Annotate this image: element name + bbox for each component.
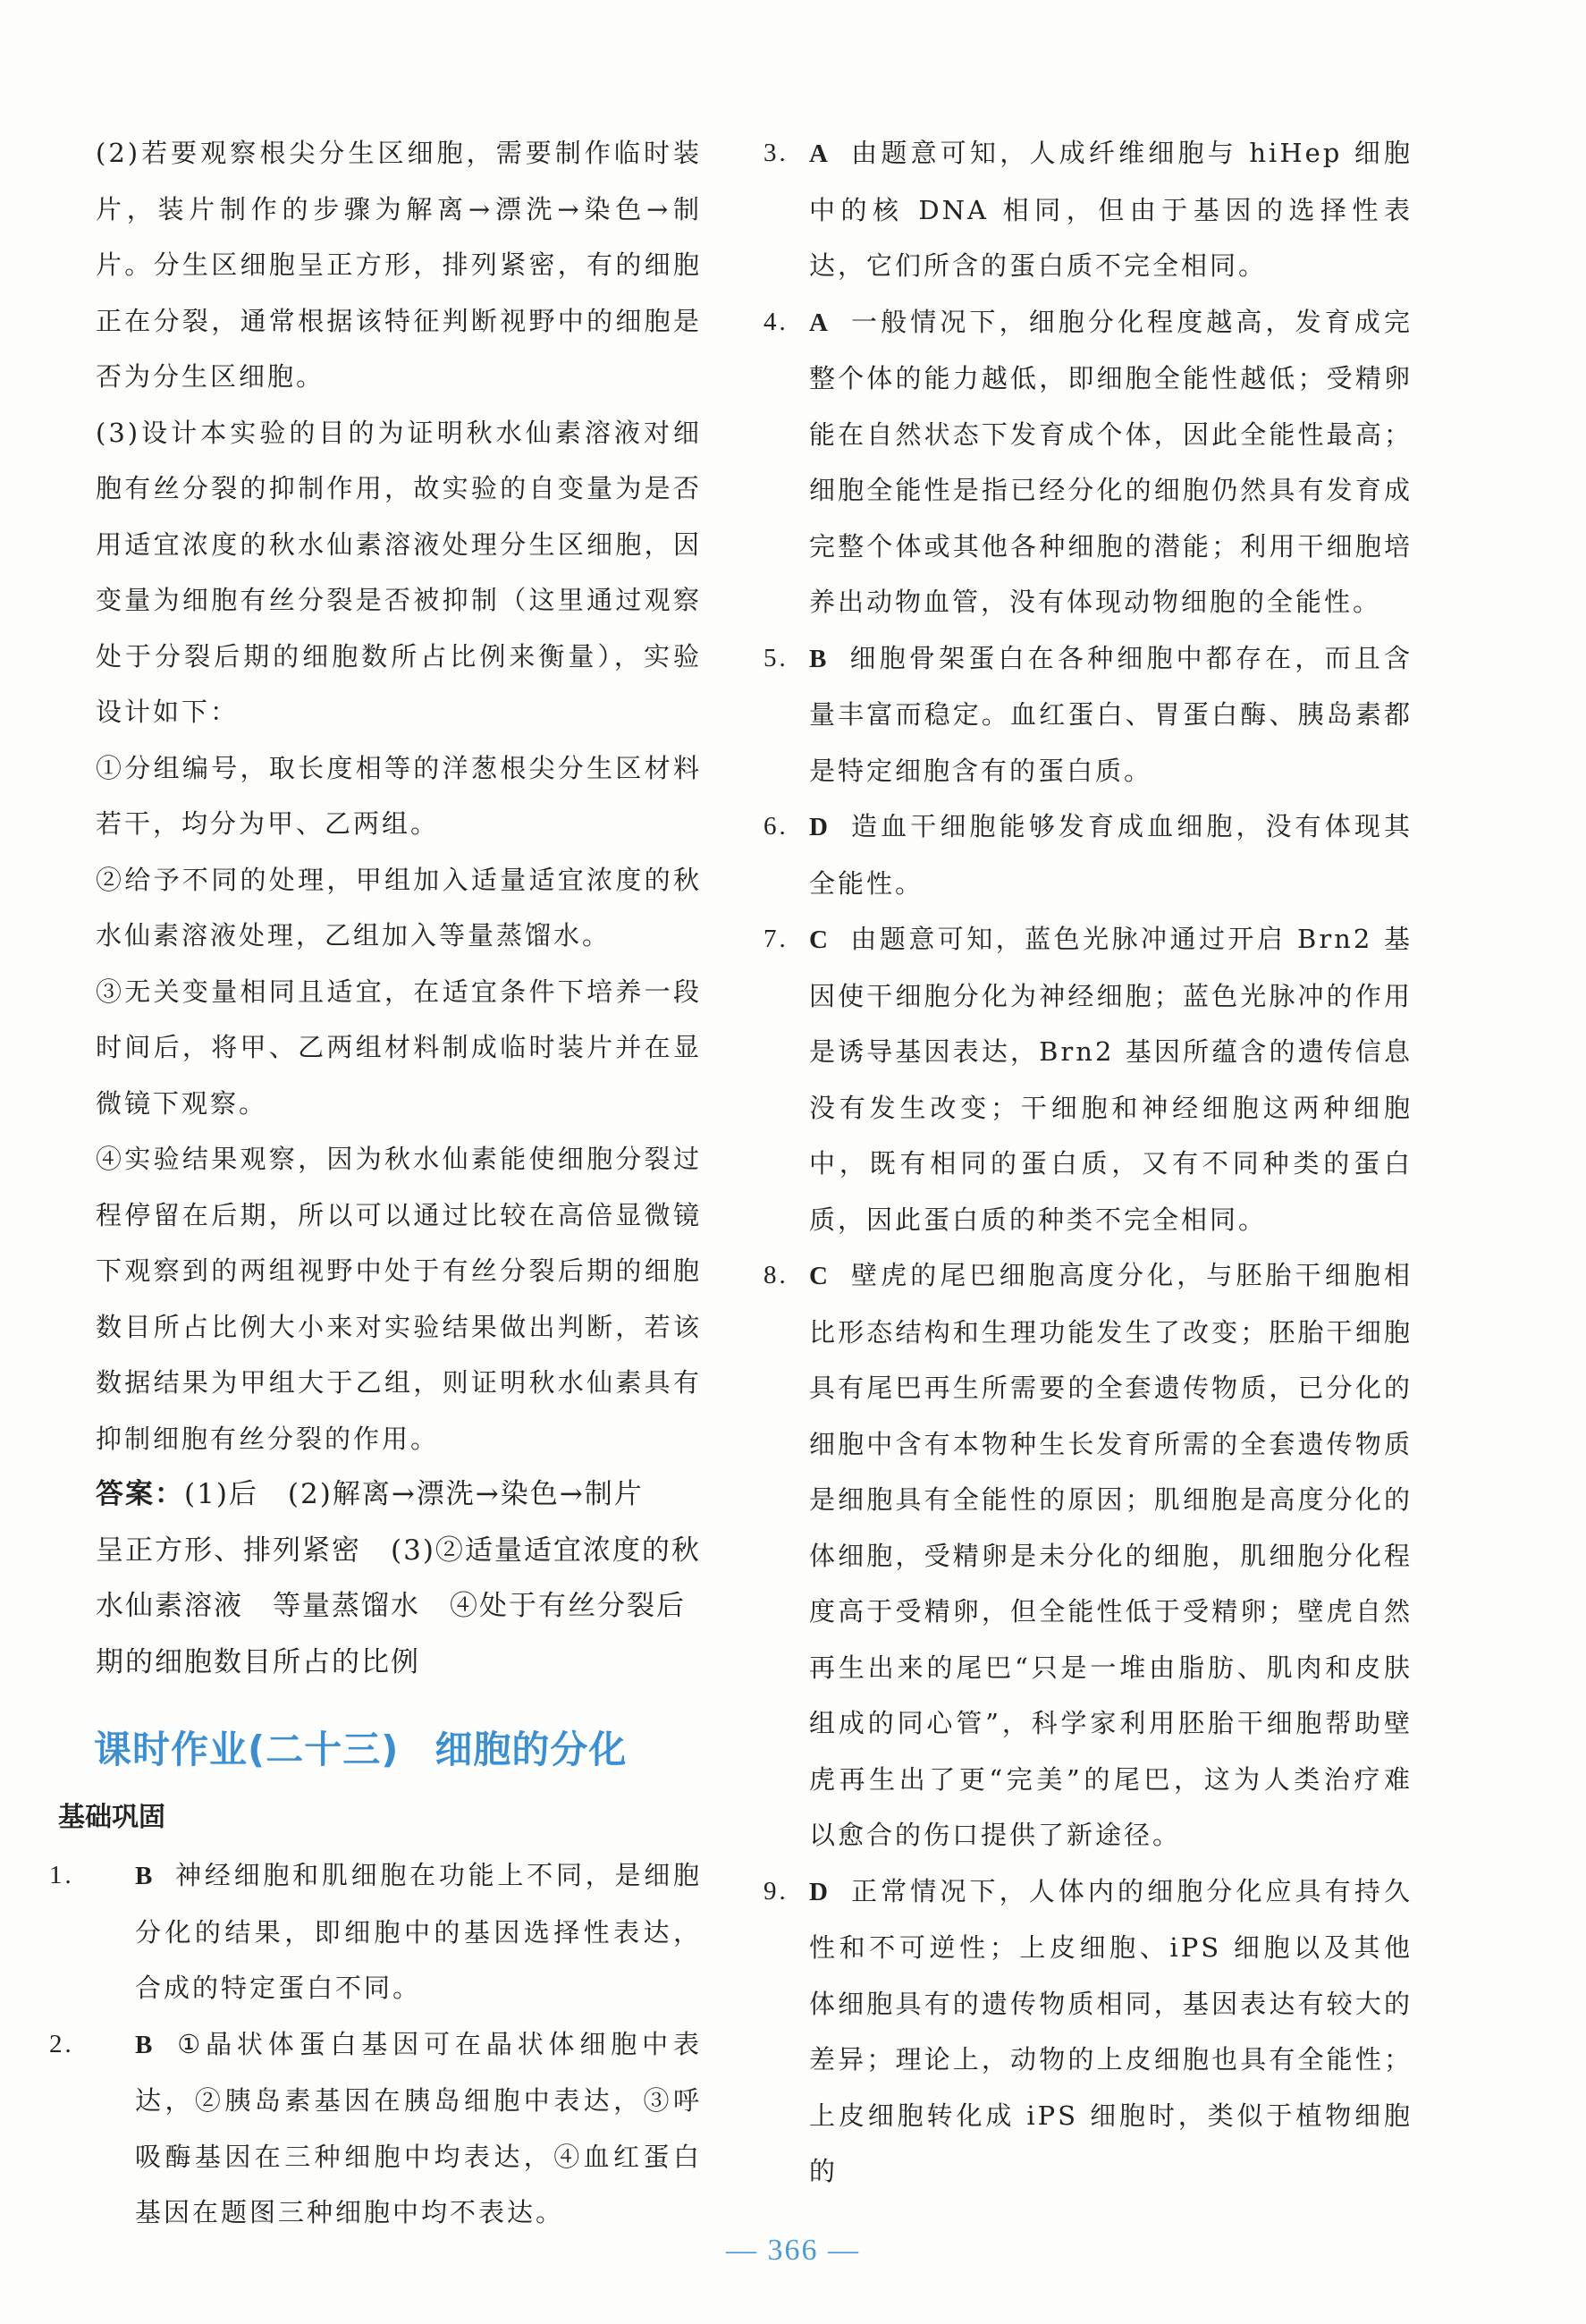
paragraph: (3)设计本实验的目的为证明秋水仙素溶液对细胞有丝分裂的抑制作用，故实验的自变量为是否用适宜浓度的秋水仙素溶液处理分生区细胞，因变量为细胞有丝分裂是否被抑制（这里通过观察处于分裂后期的细胞数所占比例来衡量），实验设计如下： [96, 417, 702, 727]
answer-item [763, 125, 1413, 294]
item-answer: D [809, 813, 831, 841]
section-title-topic: 细胞的分化 [434, 1728, 628, 1771]
left-column [49, 125, 702, 2241]
item-number: 6. [763, 812, 789, 841]
answer-block [85, 1466, 702, 1690]
section-title-number: 课时作业(二十三) [94, 1728, 400, 1771]
item-text: 由题意可知，人成纤维细胞与 hiHep 细胞中的核 DNA 相同，但由于基因的选择性表达，它们所含的蛋白质不完全相同。 [809, 138, 1413, 281]
item-answer: B [135, 1862, 156, 1890]
item-text: ①晶状体蛋白基因可在晶状体细胞中表达，②胰岛素基因在胰岛细胞中表达，③呼吸酶基因在三种细胞中均表达，④血红蛋白基因在题图三种细胞中均不表达。 [135, 2028, 702, 2227]
item-number: 2. [49, 2029, 74, 2058]
item-answer: A [809, 139, 831, 168]
item-number: 3. [763, 139, 789, 167]
item-text: 正常情况下，人体内的细胞分化应具有持久性和不可逆性；上皮细胞、iPS 细胞以及其他体细胞具有的遗传物质相同，基因表达有较大的差异；理论上，动物的上皮细胞也具有全能性；上皮细胞转化成 iPS 细胞时，类似于植物细胞的 [809, 1875, 1413, 2186]
item-number: 8. [763, 1261, 789, 1289]
answer-item [763, 1247, 1413, 1863]
answer-item [763, 799, 1413, 911]
subheading: 基础巩固 [58, 1802, 165, 1833]
item-text: 细胞骨架蛋白在各种细胞中都存在，而且含量丰富而稳定。血红蛋白、胃蛋白酶、胰岛素都是特定细胞含有的蛋白质。 [809, 642, 1413, 786]
item-text: 造血干细胞能够发育成血细胞，没有体现其全能性。 [809, 811, 1413, 899]
item-answer: C [809, 925, 831, 954]
item-text: 一般情况下，细胞分化程度越高，发育成完整个体的能力越低，即细胞全能性越低；受精卵能在自然状态下发育成个体，因此全能性最高；细胞全能性是指已经分化的细胞仍然具有发育成完整个体或其他各种细胞的潜能；利用干细胞培养出动物血管，没有体现动物细胞的全能性。 [809, 306, 1413, 617]
section-title [94, 1720, 702, 1774]
item-number: 7. [763, 925, 789, 953]
paragraph: ④实验结果观察，因为秋水仙素能使细胞分裂过程停留在后期，所以可以通过比较在高倍显微镜下观察到的两组视野中处于有丝分裂后期的细胞数目所占比例大小来对实验结果做出判断，若该数据结果为甲组大于乙组，则证明秋水仙素具有抑制细胞有丝分裂的作用。 [96, 1144, 702, 1454]
paragraph: ③无关变量相同且适宜，在适宜条件下培养一段时间后，将甲、乙两组材料制成临时装片并在显微镜下观察。 [96, 976, 702, 1119]
item-answer: B [809, 644, 830, 673]
item-answer: B [135, 2030, 156, 2059]
item-number: 5. [763, 643, 789, 672]
item-number: 1. [49, 1861, 74, 1889]
item-answer: A [809, 308, 831, 337]
item-answer: C [809, 1262, 831, 1290]
answer-item [763, 1863, 1413, 2200]
answer-item [763, 630, 1413, 799]
item-number: 9. [763, 1876, 789, 1906]
item-number: 4. [763, 307, 789, 336]
item-answer: D [809, 1877, 831, 1906]
paragraph: (2)若要观察根尖分生区细胞，需要制作临时装片，装片制作的步骤为解离→漂洗→染色→制片。分生区细胞呈正方形，排列紧密，有的细胞正在分裂，通常根据该特征判断视野中的细胞是否为分生区细胞。 [96, 138, 702, 392]
right-column [763, 125, 1413, 2200]
answer-item [763, 294, 1413, 630]
paragraph: ②给予不同的处理，甲组加入适量适宜浓度的秋水仙素溶液处理，乙组加入等量蒸馏水。 [96, 864, 702, 951]
answer-text: (1)后 (2)解离→漂洗→染色→制片 呈正方形、排列紧密 (3)②适量适宜浓度的秋水仙素溶液 等量蒸馏水 ④处于有丝分裂后期的细胞数目所占的比例 [96, 1478, 701, 1678]
item-text: 神经细胞和肌细胞在功能上不同，是细胞分化的结果，即细胞中的基因选择性表达，合成的特定蛋白不同。 [135, 1860, 702, 2003]
answer-item [49, 1847, 702, 2016]
item-text: 壁虎的尾巴细胞高度分化，与胚胎干细胞相比形态结构和生理功能发生了改变；胚胎干细胞具有尾巴再生所需要的全套遗传物质，已分化的细胞中含有本物种生长发育所需的全套遗传物质是细胞具有全能性的原因；肌细胞是高度分化的体细胞，受精卵是未分化的细胞，肌细胞分化程度高于受精卵，但全能性低于受精卵；壁虎自然再生出来的尾巴“只是一堆由脂肪、肌肉和皮肤组成的同心管”，科学家利用胚胎干细胞帮助壁虎再生出了更“完美”的尾巴，这为人类治疗难以愈合的伤口提供了新途径。 [809, 1260, 1413, 1850]
item-text: 由题意可知，蓝色光脉冲通过开启 Brn2 基因使干细胞分化为神经细胞；蓝色光脉冲的作用是诱导基因表达，Brn2 基因所蕴含的遗传信息没有发生改变；干细胞和神经细胞这两种细胞中，既有相同的蛋白质，又有不同种类的蛋白质，因此蛋白质的种类不完全相同。 [809, 924, 1413, 1235]
paragraph: ①分组编号，取长度相等的洋葱根尖分生区材料若干，均分为甲、乙两组。 [96, 752, 702, 839]
answer-item [763, 911, 1413, 1247]
answer-label: 答案： [96, 1478, 184, 1510]
page-number: — 366 — [726, 2234, 860, 2267]
answer-item [49, 2016, 702, 2241]
